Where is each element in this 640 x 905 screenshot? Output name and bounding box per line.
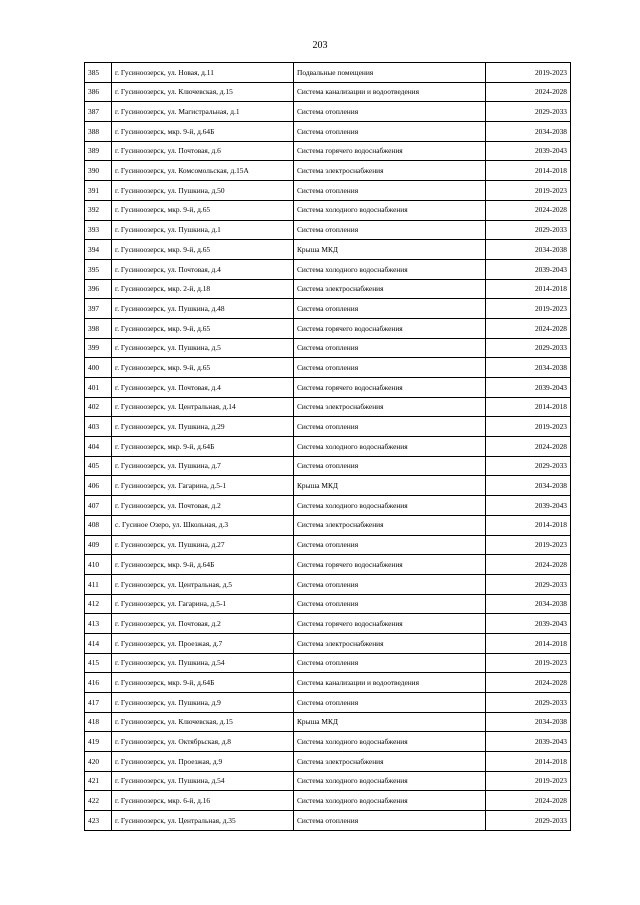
row-number-cell: 387 xyxy=(85,102,112,122)
period-cell: 2014-2018 xyxy=(486,397,571,417)
address-cell: с. Гусиное Озеро, ул. Школьная, д.3 xyxy=(112,515,294,535)
row-number-cell: 386 xyxy=(85,82,112,102)
system-cell: Система отопления xyxy=(294,574,486,594)
address-cell: г. Гусиноозерск, ул. Почтовая, д.2 xyxy=(112,614,294,634)
system-cell: Система горячего водоснабжения xyxy=(294,555,486,575)
system-cell: Система холодного водоснабжения xyxy=(294,732,486,752)
system-cell: Система холодного водоснабжения xyxy=(294,771,486,791)
row-number-cell: 407 xyxy=(85,496,112,516)
period-cell: 2024-2028 xyxy=(486,791,571,811)
system-cell: Система отопления xyxy=(294,653,486,673)
table-row xyxy=(85,338,571,358)
row-number-cell: 423 xyxy=(85,811,112,831)
row-number-cell: 403 xyxy=(85,417,112,437)
table-row xyxy=(85,200,571,220)
period-cell: 2019-2023 xyxy=(486,299,571,319)
table-row xyxy=(85,181,571,201)
system-cell: Система отопления xyxy=(294,299,486,319)
address-cell: г. Гусиноозерск, ул. Ключевская, д.15 xyxy=(112,712,294,732)
address-cell: г. Гусиноозерск, ул. Проезжая, д.7 xyxy=(112,633,294,653)
row-number-cell: 408 xyxy=(85,515,112,535)
system-cell: Система холодного водоснабжения xyxy=(294,791,486,811)
row-number-cell: 417 xyxy=(85,693,112,713)
address-cell: г. Гусиноозерск, ул. Центральная, д.35 xyxy=(112,811,294,831)
row-number-cell: 388 xyxy=(85,122,112,142)
period-cell: 2029-2033 xyxy=(486,456,571,476)
row-number-cell: 399 xyxy=(85,338,112,358)
period-cell: 2019-2023 xyxy=(486,771,571,791)
address-cell: г. Гусиноозерск, мкр. 9-й, д.64Б xyxy=(112,555,294,575)
address-cell: г. Гусиноозерск, ул. Пушкина, д.48 xyxy=(112,299,294,319)
system-cell: Система отопления xyxy=(294,693,486,713)
row-number-cell: 392 xyxy=(85,200,112,220)
row-number-cell: 390 xyxy=(85,161,112,181)
row-number-cell: 419 xyxy=(85,732,112,752)
row-number-cell: 389 xyxy=(85,141,112,161)
system-cell: Система электроснабжения xyxy=(294,633,486,653)
system-cell: Крыша МКД xyxy=(294,476,486,496)
address-cell: г. Гусиноозерск, мкр. 9-й, д.65 xyxy=(112,240,294,260)
row-number-cell: 413 xyxy=(85,614,112,634)
address-cell: г. Гусиноозерск, ул. Октябрьская, д.8 xyxy=(112,732,294,752)
system-cell: Крыша МКД xyxy=(294,712,486,732)
address-cell: г. Гусиноозерск, мкр. 9-й, д.65 xyxy=(112,358,294,378)
period-cell: 2019-2023 xyxy=(486,181,571,201)
row-number-cell: 422 xyxy=(85,791,112,811)
period-cell: 2034-2038 xyxy=(486,712,571,732)
table-row xyxy=(85,752,571,772)
page-number: 203 xyxy=(312,40,328,51)
address-cell: г. Гусиноозерск, ул. Пушкина, д.54 xyxy=(112,771,294,791)
address-cell: г. Гусиноозерск, ул. Комсомольская, д.15А xyxy=(112,161,294,181)
address-cell: г. Гусиноозерск, мкр. 2-й, д.18 xyxy=(112,279,294,299)
system-cell: Система отопления xyxy=(294,102,486,122)
row-number-cell: 397 xyxy=(85,299,112,319)
period-cell: 2019-2023 xyxy=(486,63,571,83)
address-cell: г. Гусиноозерск, ул. Гагарина, д.5-1 xyxy=(112,594,294,614)
table-row xyxy=(85,279,571,299)
address-cell: г. Гусиноозерск, ул. Новая, д.11 xyxy=(112,63,294,83)
system-cell: Система отопления xyxy=(294,456,486,476)
period-cell: 2029-2033 xyxy=(486,574,571,594)
table-row xyxy=(85,259,571,279)
system-cell: Система электроснабжения xyxy=(294,161,486,181)
row-number-cell: 412 xyxy=(85,594,112,614)
row-number-cell: 410 xyxy=(85,555,112,575)
row-number-cell: 401 xyxy=(85,378,112,398)
row-number-cell: 415 xyxy=(85,653,112,673)
table-row xyxy=(85,63,571,83)
table-row xyxy=(85,82,571,102)
system-cell: Подвальные помещения xyxy=(294,63,486,83)
address-cell: г. Гусиноозерск, ул. Пушкина, д.5 xyxy=(112,338,294,358)
period-cell: 2034-2038 xyxy=(486,476,571,496)
system-cell: Система отопления xyxy=(294,417,486,437)
address-cell: г. Гусиноозерск, ул. Пушкина, д.27 xyxy=(112,535,294,555)
period-cell: 2029-2033 xyxy=(486,102,571,122)
table-row xyxy=(85,397,571,417)
system-cell: Система горячего водоснабжения xyxy=(294,318,486,338)
row-number-cell: 391 xyxy=(85,181,112,201)
row-number-cell: 398 xyxy=(85,318,112,338)
address-cell: г. Гусиноозерск, ул. Пушкина, д.50 xyxy=(112,181,294,201)
table-row xyxy=(85,220,571,240)
table-row xyxy=(85,535,571,555)
system-cell: Система канализации и водоотведения xyxy=(294,82,486,102)
address-cell: г. Гусиноозерск, ул. Магистральная, д.1 xyxy=(112,102,294,122)
row-number-cell: 416 xyxy=(85,673,112,693)
period-cell: 2019-2023 xyxy=(486,653,571,673)
table-row xyxy=(85,102,571,122)
table-row xyxy=(85,378,571,398)
row-number-cell: 420 xyxy=(85,752,112,772)
period-cell: 2024-2028 xyxy=(486,82,571,102)
system-cell: Система отопления xyxy=(294,358,486,378)
period-cell: 2029-2033 xyxy=(486,811,571,831)
address-cell: г. Гусиноозерск, ул. Пушкина, д.54 xyxy=(112,653,294,673)
system-cell: Система отопления xyxy=(294,220,486,240)
address-cell: г. Гусиноозерск, мкр. 9-й, д.65 xyxy=(112,200,294,220)
address-cell: г. Гусиноозерск, мкр. 9-й, д.64Б xyxy=(112,673,294,693)
address-cell: г. Гусиноозерск, ул. Пушкина, д.7 xyxy=(112,456,294,476)
table-row xyxy=(85,437,571,457)
table-row xyxy=(85,417,571,437)
system-cell: Система горячего водоснабжения xyxy=(294,141,486,161)
period-cell: 2024-2028 xyxy=(486,318,571,338)
system-cell: Система отопления xyxy=(294,181,486,201)
table-row xyxy=(85,122,571,142)
row-number-cell: 414 xyxy=(85,633,112,653)
table-row xyxy=(85,574,571,594)
period-cell: 2039-2043 xyxy=(486,732,571,752)
table-row xyxy=(85,633,571,653)
period-cell: 2014-2018 xyxy=(486,515,571,535)
system-cell: Система электроснабжения xyxy=(294,752,486,772)
address-cell: г. Гусиноозерск, мкр. 9-й, д.64Б xyxy=(112,437,294,457)
system-cell: Система отопления xyxy=(294,338,486,358)
period-cell: 2039-2043 xyxy=(486,141,571,161)
address-cell: г. Гусиноозерск, ул. Центральная, д.5 xyxy=(112,574,294,594)
row-number-cell: 395 xyxy=(85,259,112,279)
period-cell: 2034-2038 xyxy=(486,358,571,378)
period-cell: 2024-2028 xyxy=(486,437,571,457)
period-cell: 2019-2023 xyxy=(486,535,571,555)
table-row xyxy=(85,318,571,338)
row-number-cell: 385 xyxy=(85,63,112,83)
row-number-cell: 404 xyxy=(85,437,112,457)
system-cell: Система отопления xyxy=(294,811,486,831)
address-cell: г. Гусиноозерск, ул. Пушкина, д.1 xyxy=(112,220,294,240)
row-number-cell: 409 xyxy=(85,535,112,555)
table-row xyxy=(85,476,571,496)
table-row xyxy=(85,496,571,516)
address-cell: г. Гусиноозерск, ул. Почтовая, д.2 xyxy=(112,496,294,516)
address-cell: г. Гусиноозерск, мкр. 9-й, д.64Б xyxy=(112,122,294,142)
system-cell: Система холодного водоснабжения xyxy=(294,200,486,220)
system-cell: Система электроснабжения xyxy=(294,279,486,299)
period-cell: 2034-2038 xyxy=(486,122,571,142)
table-row xyxy=(85,456,571,476)
period-cell: 2024-2028 xyxy=(486,673,571,693)
table-row xyxy=(85,771,571,791)
system-cell: Система горячего водоснабжения xyxy=(294,378,486,398)
system-cell: Система отопления xyxy=(294,122,486,142)
table-row xyxy=(85,555,571,575)
period-cell: 2039-2043 xyxy=(486,259,571,279)
address-cell: г. Гусиноозерск, мкр. 6-й, д.16 xyxy=(112,791,294,811)
address-cell: г. Гусиноозерск, ул. Почтовая, д.4 xyxy=(112,259,294,279)
table-body xyxy=(85,63,571,831)
system-cell: Система электроснабжения xyxy=(294,397,486,417)
address-cell: г. Гусиноозерск, ул. Центральная, д.14 xyxy=(112,397,294,417)
system-cell: Система холодного водоснабжения xyxy=(294,259,486,279)
period-cell: 2014-2018 xyxy=(486,279,571,299)
system-cell: Система электроснабжения xyxy=(294,515,486,535)
row-number-cell: 418 xyxy=(85,712,112,732)
period-cell: 2039-2043 xyxy=(486,378,571,398)
table-row xyxy=(85,693,571,713)
row-number-cell: 394 xyxy=(85,240,112,260)
period-cell: 2029-2033 xyxy=(486,220,571,240)
period-cell: 2029-2033 xyxy=(486,338,571,358)
period-cell: 2034-2038 xyxy=(486,594,571,614)
address-cell: г. Гусиноозерск, ул. Гагарина, д.5-1 xyxy=(112,476,294,496)
table-row xyxy=(85,653,571,673)
table-row xyxy=(85,614,571,634)
period-cell: 2024-2028 xyxy=(486,200,571,220)
system-cell: Система холодного водоснабжения xyxy=(294,496,486,516)
row-number-cell: 396 xyxy=(85,279,112,299)
address-cell: г. Гусиноозерск, ул. Почтовая, д.4 xyxy=(112,378,294,398)
system-cell: Система канализации и водоотведения xyxy=(294,673,486,693)
period-cell: 2039-2043 xyxy=(486,496,571,516)
period-cell: 2039-2043 xyxy=(486,614,571,634)
period-cell: 2019-2023 xyxy=(486,417,571,437)
row-number-cell: 405 xyxy=(85,456,112,476)
address-cell: г. Гусиноозерск, ул. Пушкина, д.29 xyxy=(112,417,294,437)
table-row xyxy=(85,791,571,811)
system-cell: Система отопления xyxy=(294,594,486,614)
address-cell: г. Гусиноозерск, ул. Почтовая, д.6 xyxy=(112,141,294,161)
system-cell: Система отопления xyxy=(294,535,486,555)
system-cell: Система горячего водоснабжения xyxy=(294,614,486,634)
period-cell: 2014-2018 xyxy=(486,752,571,772)
period-cell: 2034-2038 xyxy=(486,240,571,260)
table-row xyxy=(85,515,571,535)
table-row xyxy=(85,811,571,831)
table-row xyxy=(85,673,571,693)
system-cell: Крыша МКД xyxy=(294,240,486,260)
address-cell: г. Гусиноозерск, ул. Пушкина, д.9 xyxy=(112,693,294,713)
row-number-cell: 400 xyxy=(85,358,112,378)
address-cell: г. Гусиноозерск, мкр. 9-й, д.65 xyxy=(112,318,294,338)
system-cell: Система холодного водоснабжения xyxy=(294,437,486,457)
table-row xyxy=(85,712,571,732)
period-cell: 2014-2018 xyxy=(486,161,571,181)
period-cell: 2024-2028 xyxy=(486,555,571,575)
period-cell: 2014-2018 xyxy=(486,633,571,653)
row-number-cell: 421 xyxy=(85,771,112,791)
row-number-cell: 393 xyxy=(85,220,112,240)
row-number-cell: 402 xyxy=(85,397,112,417)
repair-schedule-table xyxy=(84,62,571,831)
address-cell: г. Гусиноозерск, ул. Проезжая, д.9 xyxy=(112,752,294,772)
table-row xyxy=(85,240,571,260)
row-number-cell: 406 xyxy=(85,476,112,496)
table-row xyxy=(85,594,571,614)
period-cell: 2029-2033 xyxy=(486,693,571,713)
table-row xyxy=(85,358,571,378)
address-cell: г. Гусиноозерск, ул. Ключевская, д.15 xyxy=(112,82,294,102)
row-number-cell: 411 xyxy=(85,574,112,594)
table-row xyxy=(85,732,571,752)
table-row xyxy=(85,161,571,181)
table-row xyxy=(85,141,571,161)
table-row xyxy=(85,299,571,319)
